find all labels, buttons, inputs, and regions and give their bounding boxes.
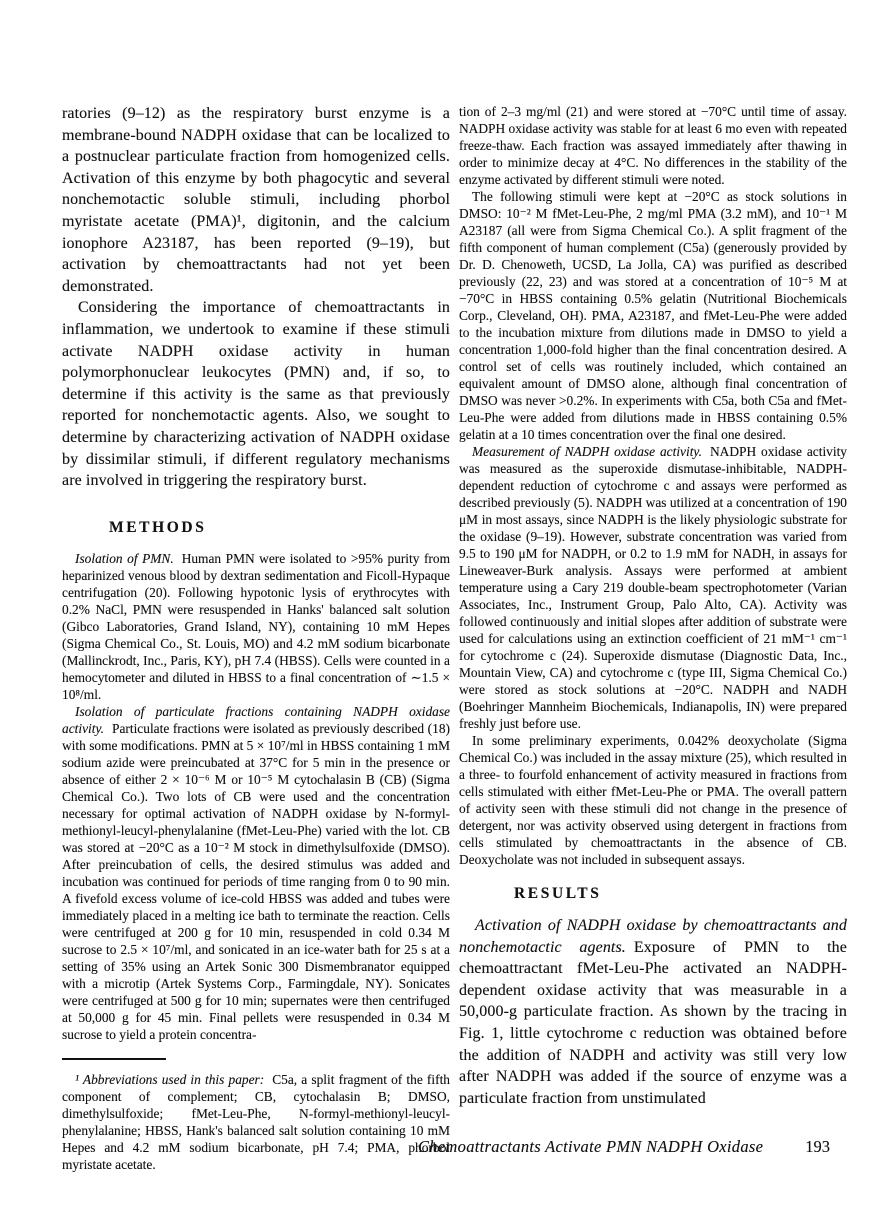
footnote-rule: [62, 1058, 166, 1060]
measurement-lead: Measurement of NADPH oxidase activity.: [472, 444, 702, 459]
footnote: [62, 1071, 450, 1173]
methods-particulate-fractions-lead: Isolation of particulate fractions containing NADPH oxidase activity.: [62, 703, 450, 736]
running-title: Chemoattractants Activate PMN NADPH Oxidase: [417, 1137, 764, 1156]
footnote-lead: ¹ Abbreviations used in this paper:: [75, 1071, 265, 1087]
intro-paragraph-2: Considering the importance of chemoattractants in inflammation, we undertook to examine if these stimuli activate NADPH oxidase activity in human polymorphonuclear leukocytes (PMN) and, if so, to determine if this activity is the same as that previously reported for nonchemotactic agents. Also, we sought to determine by characterizing activation of NADPH oxidase by dissimilar stimuli, if different regulatory mechanisms are involved in triggering the respiratory burst.: [62, 299, 450, 490]
results-paragraph-text: Exposure of PMN to the chemoattractant fMet-Leu-Phe activated an NADPH-dependent oxidase activity that was measurable in a 50,000-g particulate fraction. As shown by the tracing in Fig. 1, little cytochrome c reduction was obtained before the addition of NADPH and activity was still very low after NADPH was added if the source of enzyme was a particulate fraction from unstimulated: [459, 938, 847, 1107]
right-column: [459, 103, 847, 1173]
intro-paragraph-1: ratories (9–12) as the respiratory burst enzyme is a membrane-bound NADPH oxidase that can be localized to a postnuclear particulate fraction from homogenized cells. Activation of this enzyme by both phagocytic and several nonchemotactic soluble stimuli, including phorbol myristate acetate (PMA)¹, digitonin, and the calcium ionophore A23187, has been reported (9–19), but activation by chemoattractants had not yet been demonstrated.: [62, 105, 450, 295]
methods-particulate-fractions-text: Particulate fractions were isolated as previously described (18) with some modifications. PMN at 5 × 10⁷/ml in HBSS containing 1 mM sodium azide were preincubated at 37°C for 5 min in the presence or absence of either 2 × 10⁻⁶ M or 10⁻⁵ M cytochalasin B (CB) (Sigma Chemical Co.). Two lots of CB were used and the concentration necessary for optimal activation of NADPH oxidase by N-formyl-methionyl-leucyl-phenylalanine (fMet-Leu-Phe) varied with the lot. CB was stored at −20°C as a 10⁻² M stock in dimethylsulfoxide (DMSO). After preincubation of cells, the desired stimulus was added and incubation was continued for periods of time ranging from 0 to 90 min. A fivefold excess volume of ice-cold HBSS was added and tubes were immediately placed in a melting ice bath to terminate the reaction. Cells were centrifuged at 200 g for 10 min, resuspended in cold 0.34 M sucrose to 2.5 × 10⁷/ml, and sonicated in an ice-water bath for 25 s at a setting of 35% using an Artek Sonic 300 Dismembranator equipped with a microtip (Artek Systems Corp., Farmingdale, NY). Sonicates were centrifuged at 500 g for 10 min; supernates were then centrifuged at 50,000 g for 45 min. Final pellets were resuspended in 0.34 M sucrose to yield a protein concentra-: [62, 720, 450, 1042]
page-footer: [418, 1137, 830, 1157]
text-columns: [62, 103, 847, 1173]
methods-heading: METHODS: [109, 518, 207, 536]
stimuli-paragraph: The following stimuli were kept at −20°C as stock solutions in DMSO: 10⁻² M fMet-Leu-Phe, 2 mg/ml PMA (3.2 mM), and 10⁻¹ M A23187 (all were from Sigma Chemical Co.). A split fragment of the fifth component of human complement (C5a) (generously provided by Dr. D. Chenoweth, UCSD, La Jolla, CA) was purified as described previously (22, 23) and was stored at a concentration of 10⁻⁵ M at −70°C in HBSS containing 0.5% gelatin (Nutritional Biochemicals Corp., Cleveland, OH). PMA, A23187, and fMet-Leu-Phe were added to the incubation mixture from dilutions made in DMSO to yield a concentration 1,000-fold higher than the final concentration desired. A control set of cells was routinely included, which contained an equivalent amount of DMSO alone, although final concentration of DMSO was never >0.2%. In experiments with C5a, both C5a and fMet-Leu-Phe were added from dilutions made in HBSS containing 0.5% gelatin at a 10 times concentration over the final one desired.: [459, 189, 847, 442]
methods-continued-paragraph: tion of 2–3 mg/ml (21) and were stored at −70°C until time of assay. NADPH oxidase activity was stable for at least 6 mo even with repeated freeze-thaw. Each fraction was assayed immediately after thawing in order to minimize decay at 4°C. No differences in the stability of the enzyme activated by different stimuli were noted.: [459, 104, 847, 187]
results-heading: RESULTS: [514, 885, 602, 902]
footnote-text: C5a, a split fragment of the fifth component of complement; CB, cytochalasin B; DMSO, dimethylsulfoxide; fMet-Leu-Phe, N-formyl-methionyl-leucyl-phenylalanine; HBSS, Hank's balanced salt solution containing 10 mM Hepes and 4.2 mM sodium bicarbonate, pH 7.4; PMA, phorbol myristate acetate.: [62, 1071, 450, 1172]
methods-isolation-pmn-paragraph: [62, 550, 450, 703]
left-column: [62, 103, 450, 1173]
methods-isolation-pmn-text: Human PMN were isolated to >95% purity from heparinized venous blood by dextran sedimentation and Ficoll-Hypaque centrifugation (20). Following hypotonic lysis of erythrocytes with 0.2% NaCl, PMN were resuspended in Hanks' balanced salt solution (Gibco Laboratories, Grand Island, NY), containing 10 mM Hepes (Sigma Chemical Co., St. Louis, MO) and 4.2 mM sodium bicarbonate (Mallinckrodt, Inc., Paris, KY), pH 7.4 (HBSS). Cells were counted in a hemocytometer and diluted in HBSS to a final concentration of ∼1.5 × 10⁸/ml.: [62, 550, 450, 702]
methods-particulate-fractions-paragraph: [62, 703, 450, 1043]
measurement-paragraph: [459, 443, 847, 732]
page-number: 193: [805, 1137, 830, 1156]
results-paragraph-lead: Activation of NADPH oxidase by chemoattractants and nonchemotactic agents.: [459, 917, 847, 956]
results-paragraph: [459, 915, 847, 1109]
methods-isolation-pmn-lead: Isolation of PMN.: [75, 550, 174, 566]
deoxycholate-paragraph: In some preliminary experiments, 0.042% deoxycholate (Sigma Chemical Co.) was included in the assay mixture (25), which resulted in a three- to fourfold enhancement of activity measured in fractions from cells stimulated with either fMet-Leu-Phe or PMA. The overall pattern of activity seen with these stimuli did not change in the presence of detergent, nor was activity observed using detergent in fractions from cells stimulated by chemoattractants in the absence of CB. Deoxycholate was not included in subsequent assays.: [459, 733, 847, 867]
measurement-text: NADPH oxidase activity was measured as the superoxide dismutase-inhibitable, NADPH-dependent reduction of cytochrome c and assays were performed as described previously (5). NADPH was utilized at a concentration of 190 μM in most assays, since NADPH is the likely physiologic substrate for the oxidase (9–19). However, substrate concentration was varied from 9.5 to 190 μM for NADPH, or 0.2 to 1.9 mM for NADH, in assays for Lineweaver-Burk analysis. Assays were performed at ambient temperature using a Cary 219 double-beam spectrophotometer (Varian Associates, Inc., Instrument Group, Palo Alto, CA). Activity was followed continuously and initial slopes after addition of substrate were used for calculations using an extinction coefficient of 21 mM⁻¹ cm⁻¹ for cytochrome c (24). Superoxide dismutase (Diagnostic Data, Inc., Mountain View, CA) and cytochrome c (type III, Sigma Chemical Co.) were stored as stock solutions at −20°C. NADPH and NADH (Boehringer Mannheim Biochemicals, Indianapolis, IN) were prepared freshly just before use.: [459, 444, 847, 731]
